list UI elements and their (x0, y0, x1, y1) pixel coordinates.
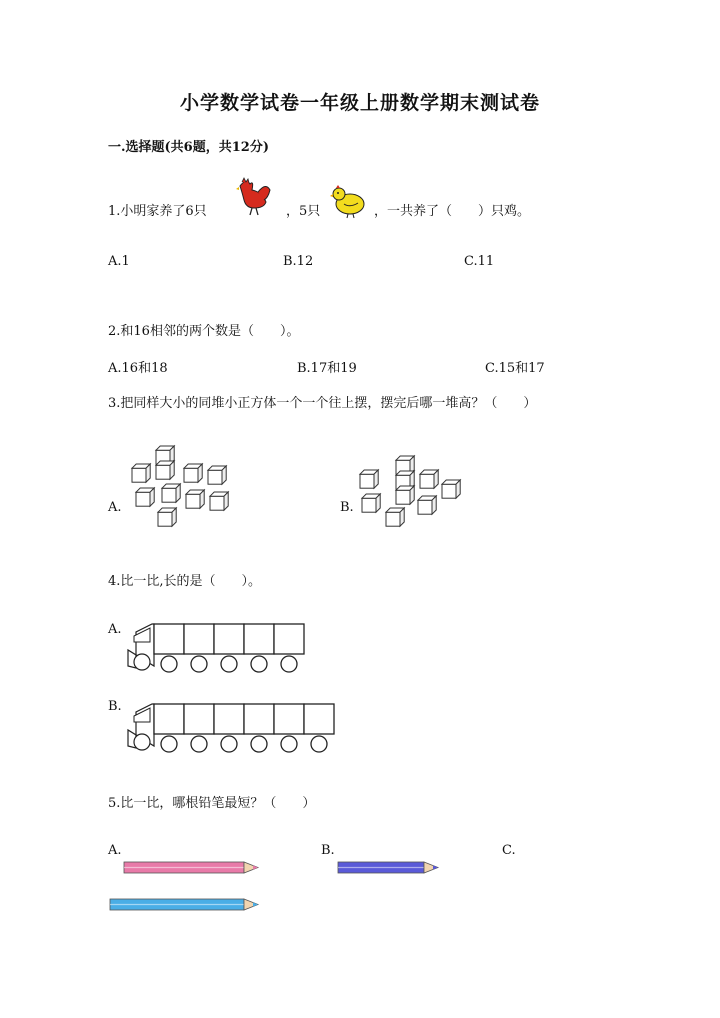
cube (396, 486, 414, 504)
truck-wheel (191, 656, 207, 672)
truck-car (244, 624, 274, 654)
truck-wheel (134, 654, 150, 670)
q5-text: 5.比一比，哪根铅笔最短？（ ） (108, 796, 316, 811)
cube (136, 488, 154, 506)
truck-wheel (221, 656, 237, 672)
q1-option-c[interactable]: C.11 (464, 254, 495, 269)
q2-option-b[interactable]: B.17和19 (297, 361, 357, 376)
q3-option-b[interactable]: B. (340, 500, 354, 515)
q5-option-a[interactable]: A. (108, 843, 122, 858)
cube (418, 496, 436, 514)
cube (420, 470, 438, 488)
q1-text-part3: ，一共养了（ ）只鸡。 (374, 204, 531, 219)
truck-a (124, 620, 314, 676)
cube (210, 492, 228, 510)
cube (132, 464, 150, 482)
q4-option-a[interactable]: A. (108, 622, 122, 637)
rooster-icon (236, 178, 272, 216)
cube (186, 490, 204, 508)
cube-stack-a (122, 440, 242, 532)
q4-option-b[interactable]: B. (108, 699, 122, 714)
truck-wheel (221, 736, 237, 752)
cube (360, 470, 378, 488)
truck-wheel (161, 656, 177, 672)
truck-wheel (281, 656, 297, 672)
q3-option-a[interactable]: A. (108, 500, 122, 515)
truck-car (274, 624, 304, 654)
truck-car (304, 704, 334, 734)
q2-option-c[interactable]: C.15和17 (485, 361, 545, 376)
truck-car (154, 624, 184, 654)
truck-car (184, 704, 214, 734)
cube (442, 480, 460, 498)
cube (156, 461, 174, 479)
q1-text-part1: 1.小明家养了6只 (108, 204, 207, 219)
page-title: 小学数学试卷一年级上册数学期末测试卷 (179, 92, 540, 114)
q1-option-a[interactable]: A.1 (108, 254, 130, 269)
q4-text: 4.比一比,长的是（ ）。 (108, 574, 262, 589)
cube (386, 508, 404, 526)
truck-b (124, 700, 344, 756)
cyan-pencil (110, 897, 264, 913)
truck-car (214, 704, 244, 734)
truck-wheel (161, 736, 177, 752)
truck-car (154, 704, 184, 734)
cube (362, 494, 380, 512)
truck-car (214, 624, 244, 654)
pink-pencil (124, 860, 264, 876)
q5-option-c[interactable]: C. (502, 843, 516, 858)
truck-car (184, 624, 214, 654)
truck-wheel (191, 736, 207, 752)
cube-stack-b (356, 450, 476, 532)
q1-text-part2: ，5只 (286, 204, 321, 219)
hen-icon (330, 186, 368, 218)
truck-wheel (311, 736, 327, 752)
truck-wheel (251, 656, 267, 672)
truck-car (274, 704, 304, 734)
truck-wheel (251, 736, 267, 752)
cube (158, 508, 176, 526)
q2-text: 2.和16相邻的两个数是（ ）。 (108, 324, 300, 339)
q1-option-b[interactable]: B.12 (283, 254, 314, 269)
truck-car (244, 704, 274, 734)
cube (162, 484, 180, 502)
cube (208, 466, 226, 484)
q5-option-b[interactable]: B. (321, 843, 335, 858)
cube (184, 464, 202, 482)
section-heading: 一.选择题(共6题，共12分) (108, 140, 269, 155)
q2-option-a[interactable]: A.16和18 (108, 361, 168, 376)
truck-wheel (134, 734, 150, 750)
truck-wheel (281, 736, 297, 752)
q3-text: 3.把同样大小的同堆小正方体一个一个往上摆，摆完后哪一堆高？（ ） (108, 396, 537, 411)
blue-pencil (338, 860, 444, 876)
